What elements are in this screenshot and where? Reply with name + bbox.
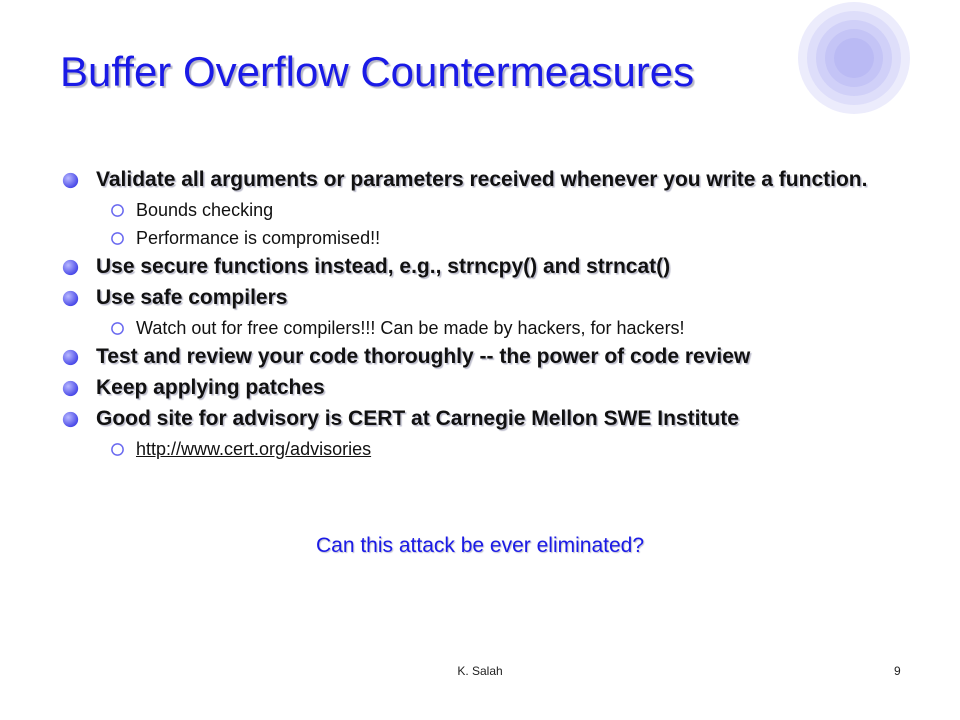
filled-circle-bullet-icon [62,172,79,189]
bullet-text: Use secure functions instead, e.g., strncpy() and strncat() [96,255,671,278]
sub-bullet-text: Watch out for free compilers!!! Can be made by hackers, for hackers! [136,318,685,338]
bullet-item [62,286,922,309]
sub-bullet-text: Performance is compromised!! [136,228,381,248]
bullet-item [62,376,922,399]
bullet-item [62,345,922,368]
cert-advisories-link[interactable]: http://www.cert.org/advisories [136,439,372,459]
bullet-item [62,168,922,191]
filled-circle-bullet-icon [62,349,79,366]
ring-bullet-icon [110,442,125,457]
filled-circle-bullet-icon [62,290,79,307]
filled-circle-bullet-icon [62,411,79,428]
bullet-text: Validate all arguments or parameters received whenever you write a function. [96,168,868,191]
sub-bullet-item [62,227,922,249]
bullet-text: Test and review your code thoroughly -- the power of code review [96,345,751,368]
slide-title: Buffer Overflow Countermeasures [60,48,695,95]
closing-question: Can this attack be ever eliminated? [315,534,644,557]
bullet-list [62,168,922,466]
bullet-item [62,407,922,430]
concentric-circles-icon [796,0,912,116]
sub-bullet-item [62,199,922,221]
bullet-text: Good site for advisory is CERT at Carnegie Mellon SWE Institute [96,407,739,430]
ring-bullet-icon [110,203,125,218]
footer-author: K. Salah [457,664,503,678]
bullet-text: Use safe compilers [96,286,288,309]
sub-bullet-text: Bounds checking [136,200,274,220]
sub-bullet-item [62,438,922,460]
ring-bullet-icon [110,231,125,246]
bullet-item [62,255,922,278]
sub-bullet-item [62,317,922,339]
page-number: 9 [894,664,901,678]
filled-circle-bullet-icon [62,259,79,276]
filled-circle-bullet-icon [62,380,79,397]
ring-bullet-icon [110,321,125,336]
bullet-text: Keep applying patches [96,376,325,399]
